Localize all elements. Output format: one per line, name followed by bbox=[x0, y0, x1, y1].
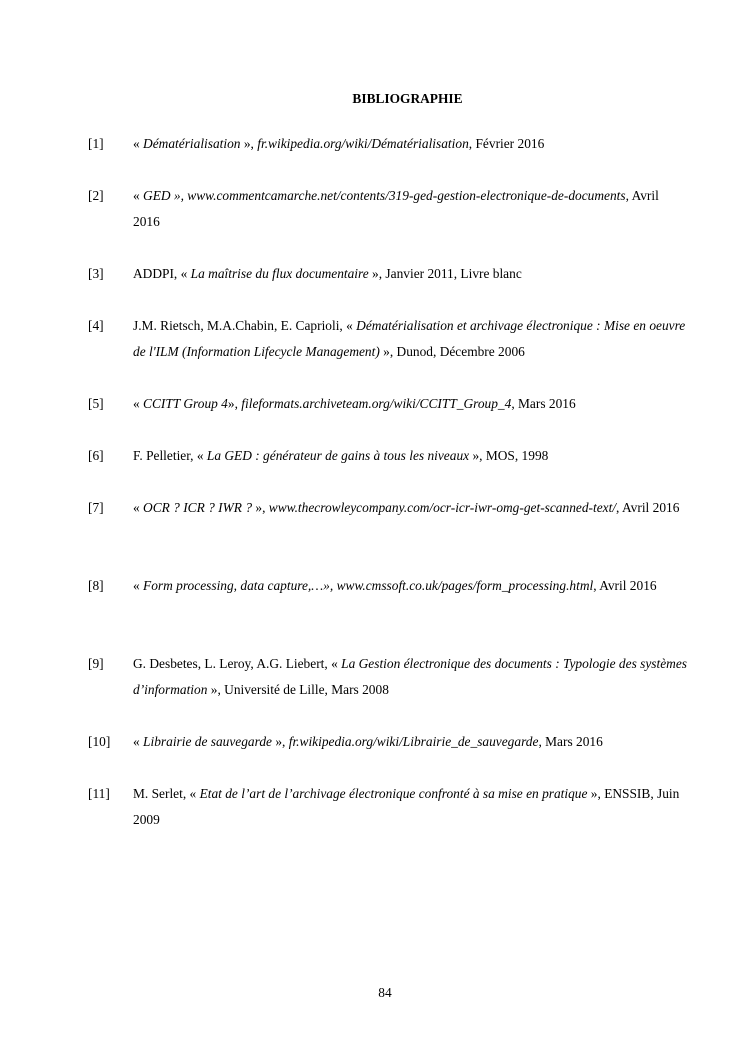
reference-text-segment: , Mars 2016 bbox=[511, 396, 576, 411]
reference-text bbox=[133, 729, 688, 755]
reference-title-italic: www.thecrowleycompany.com/ocr-icr-iwr-omg-get-scanned-text/ bbox=[268, 500, 617, 515]
reference-title-italic: La maîtrise du flux documentaire bbox=[190, 266, 369, 281]
reference-item bbox=[88, 781, 688, 833]
reference-title-italic: fileformats.archiveteam.org/wiki/CCITT_Group_4 bbox=[241, 396, 512, 411]
reference-text-segment: « bbox=[133, 136, 144, 151]
reference-item bbox=[88, 261, 688, 287]
reference-title-italic: Form processing, data capture,…», www.cmssoft.co.uk/pages/form_processing.html bbox=[143, 578, 594, 593]
reference-text-segment: « bbox=[133, 188, 144, 203]
page-number: 84 bbox=[378, 985, 392, 1000]
reference-text bbox=[133, 313, 688, 365]
reference-title-italic: CCITT Group 4 bbox=[143, 396, 228, 411]
reference-title-italic: Dématérialisation bbox=[143, 136, 241, 151]
reference-item bbox=[88, 651, 688, 703]
reference-title-italic: GED », www.commentcamarche.net/contents/319-ged-gestion-electronique-de-documents bbox=[143, 188, 626, 203]
reference-text bbox=[133, 573, 688, 599]
reference-text-segment: », Université de Lille, Mars 2008 bbox=[207, 682, 389, 697]
reference-text-segment: , Février 2016 bbox=[468, 136, 545, 151]
reference-text-segment: », Dunod, Décembre 2006 bbox=[379, 344, 525, 359]
reference-title-italic: Etat de l’art de l’archivage électronique confronté à sa mise en pratique bbox=[199, 786, 588, 801]
reference-text bbox=[133, 651, 688, 703]
reference-number: [1] bbox=[88, 136, 104, 151]
reference-item bbox=[88, 573, 688, 599]
reference-item bbox=[88, 495, 688, 521]
reference-text-segment: », bbox=[227, 396, 242, 411]
reference-item bbox=[88, 183, 688, 235]
reference-title-italic: fr.wikipedia.org/wiki/Dématérialisation bbox=[257, 136, 469, 151]
reference-text bbox=[133, 261, 688, 287]
reference-text-segment: », bbox=[271, 734, 289, 749]
reference-text-segment: », ENSSIB, Juin 2009 bbox=[133, 786, 680, 827]
reference-number: [9] bbox=[88, 656, 104, 671]
reference-number: [11] bbox=[88, 786, 110, 801]
reference-title-italic: Librairie de sauvegarde bbox=[143, 734, 272, 749]
reference-text-segment: « bbox=[133, 396, 144, 411]
reference-number: [3] bbox=[88, 266, 104, 281]
reference-number: [6] bbox=[88, 448, 104, 463]
reference-text bbox=[133, 391, 688, 417]
reference-title-italic: Dématérialisation et archivage électronique : Mise en oeuvre de l'ILM (Information Lifecycle Management) bbox=[133, 318, 686, 359]
reference-number: [10] bbox=[88, 734, 111, 749]
reference-number: [4] bbox=[88, 318, 104, 333]
reference-text-segment: « bbox=[133, 734, 144, 749]
reference-text-segment: », Janvier 2011, Livre blanc bbox=[368, 266, 522, 281]
reference-text-segment: J.M. Rietsch, M.A.Chabin, E. Caprioli, « bbox=[133, 318, 357, 333]
page-title: BIBLIOGRAPHIE bbox=[352, 91, 463, 106]
reference-text bbox=[133, 131, 688, 157]
reference-text-segment: », bbox=[240, 136, 258, 151]
reference-title-italic: OCR ? ICR ? IWR ? bbox=[143, 500, 253, 515]
reference-text-segment: , Avril 2016 bbox=[593, 578, 657, 593]
reference-text-segment: », bbox=[252, 500, 269, 515]
reference-text bbox=[133, 781, 688, 833]
reference-title-italic: La GED : générateur de gains à tous les niveaux bbox=[206, 448, 470, 463]
reference-item bbox=[88, 313, 688, 365]
reference-text-segment: G. Desbetes, L. Leroy, A.G. Liebert, « bbox=[133, 656, 342, 671]
reference-text-segment: F. Pelletier, « bbox=[133, 448, 207, 463]
reference-text bbox=[133, 443, 688, 469]
reference-item bbox=[88, 391, 688, 417]
reference-number: [2] bbox=[88, 188, 104, 203]
reference-text-segment: », MOS, 1998 bbox=[469, 448, 549, 463]
reference-text-segment: , Avril 2016 bbox=[616, 500, 680, 515]
reference-number: [7] bbox=[88, 500, 104, 515]
reference-item bbox=[88, 131, 688, 157]
reference-text bbox=[133, 183, 688, 235]
reference-item bbox=[88, 443, 688, 469]
reference-title-italic: fr.wikipedia.org/wiki/Librairie_de_sauvegarde bbox=[288, 734, 539, 749]
reference-text bbox=[133, 495, 688, 521]
reference-text-segment: , Mars 2016 bbox=[538, 734, 603, 749]
reference-number: [8] bbox=[88, 578, 104, 593]
reference-item bbox=[88, 729, 688, 755]
reference-title-italic: La Gestion électronique des documents : Typologie des systèmes d’information bbox=[133, 656, 687, 697]
reference-text-segment: « bbox=[133, 578, 144, 593]
reference-number: [5] bbox=[88, 396, 104, 411]
reference-text-segment: ADDPI, « bbox=[133, 266, 191, 281]
reference-text-segment: « bbox=[133, 500, 144, 515]
reference-text-segment: , Avril 2016 bbox=[133, 188, 659, 229]
reference-text-segment: M. Serlet, « bbox=[133, 786, 200, 801]
